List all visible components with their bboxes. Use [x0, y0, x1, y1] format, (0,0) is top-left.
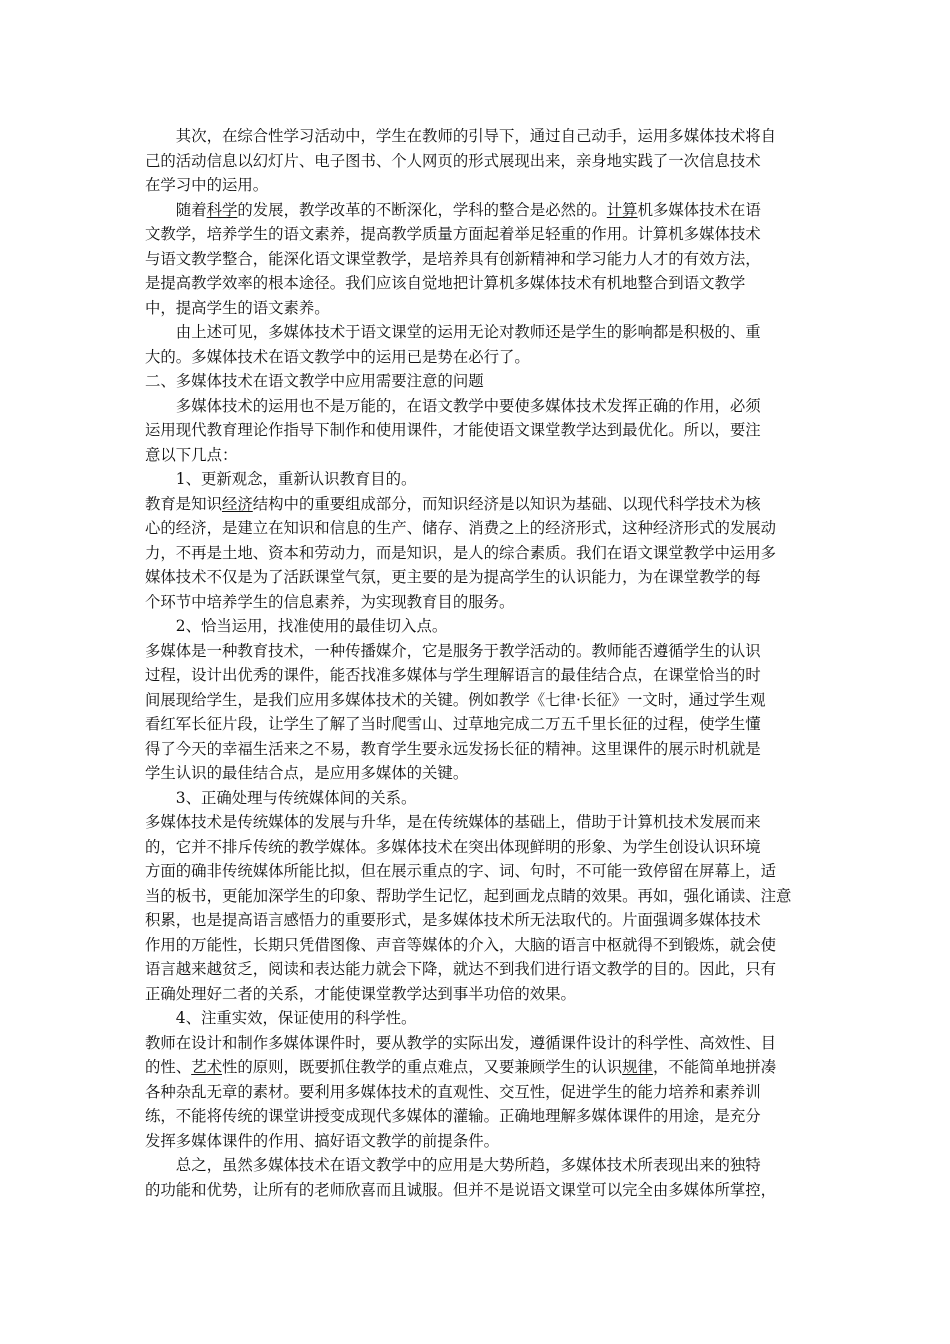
text-line [145, 565, 815, 590]
text-run: 练，不能将传统的课堂讲授变成现代多媒体的灌输。正确地理解多媒体课件的用途，是充分 [145, 1107, 761, 1125]
text-line [145, 124, 815, 149]
text-run: 性的原则，既要抓住教学的重点难点，又要兼顾学生的认识 [221, 1058, 623, 1076]
text-run: 的功能和优势，让所有的老师欣喜而且诚服。但并不是说语文课堂可以完全由多媒体所掌控， [145, 1180, 777, 1199]
text-run: 发挥多媒体课件的作用、搞好语文教学的前提条件。 [145, 1131, 499, 1150]
text-run: 语言越来越贫乏，阅读和表达能力就会下降，就达不到我们进行语文教学的目的。因此，只有 [145, 960, 777, 978]
text-run: 力，不再是土地、资本和劳动力，而是知识，是人的综合素质。我们在语文课堂教学中运用多 [145, 543, 777, 562]
text-run: 间展现给学生，是我们应用多媒体技术的关键。例如教学《七律·长征》一文时，通过学生观 [145, 690, 766, 709]
text-run: 教育是知识 [145, 494, 222, 513]
text-run: 大的。多媒体技术在语文教学中的运用已是势在必行了。 [145, 347, 530, 366]
text-line [145, 933, 815, 958]
text-line [145, 614, 815, 639]
text-run: 随着 [175, 200, 207, 219]
text-run: 2、恰当运用，找准使用的最佳切入点。 [175, 617, 448, 635]
text-run: 学生认识的最佳结合点，是应用多媒体的关键。 [145, 764, 469, 782]
text-line [145, 835, 815, 860]
text-run: 方面的确非传统媒体所能比拟，但在展示重点的字、词、句时，不可能一致停留在屏幕上，适 [145, 862, 777, 880]
text-run: 文教学，培养学生的语文素养，提高教学质量方面起着举足轻重的作用。计算机多媒体技术 [145, 225, 761, 243]
document-page [145, 124, 815, 1202]
text-run: 个环节中培养学生的信息素养，为实现教育目的服务。 [145, 592, 515, 611]
text-run: 与语文教学整合，能深化语文课堂教学，是培养具有创新精神和学习能力人才的有效方法， [145, 249, 761, 268]
text-line [145, 982, 815, 1007]
text-run: 看红军长征片段，让学生了解了当时爬雪山、过草地完成二万五千里长征的过程，使学生懂 [145, 715, 761, 733]
text-line [145, 467, 815, 492]
text-run: 4、注重实效，保证使用的科学性。 [175, 1009, 417, 1027]
text-line [145, 222, 815, 247]
text-run: ，不能简单地拼凑 [652, 1058, 777, 1076]
text-line [145, 761, 815, 786]
text-line [145, 247, 815, 272]
text-line [145, 810, 815, 835]
text-run: 作用的万能性，长期只凭借图像、声音等媒体的介入，大脑的语言中枢就得不到锻炼，就会使 [145, 935, 777, 954]
text-run: 由上述可见，多媒体技术于语文课堂的运用无论对教师还是学生的影响都是积极的、重 [175, 323, 761, 341]
hyperlink[interactable]: 科学 [206, 200, 238, 219]
text-line [145, 320, 815, 345]
text-run: 总之，虽然多媒体技术在语文教学中的应用是大势所趋，多媒体技术所表现出来的独特 [175, 1156, 761, 1174]
text-run: 得了今天的幸福生活来之不易，教育学生要永远发扬长征的精神。这里课件的展示时机就是 [145, 739, 761, 758]
hyperlink[interactable]: 计算 [606, 200, 638, 219]
text-run: 多媒体是一种教育技术，一种传播媒介，它是服务于教学活动的。教师能否遵循学生的认识 [145, 641, 761, 660]
text-line [145, 394, 815, 419]
text-line [145, 443, 815, 468]
text-line [145, 492, 815, 517]
text-run: 媒体技术不仅是为了活跃课堂气氛，更主要的是为提高学生的认识能力，为在课堂教学的每 [145, 568, 761, 586]
text-run: 中，提高学生的语文素养。 [145, 298, 330, 317]
text-line [145, 639, 815, 664]
text-line [145, 369, 815, 394]
text-run: 在学习中的运用。 [145, 176, 269, 194]
text-line [145, 712, 815, 737]
text-line [145, 516, 815, 541]
hyperlink[interactable]: 规律 [622, 1058, 653, 1076]
text-line [145, 786, 815, 811]
text-line [145, 688, 815, 713]
hyperlink[interactable]: 艺术 [191, 1058, 222, 1076]
text-run: 的发展，教学改革的不断深化，学科的整合是必然的。 [237, 200, 607, 219]
text-run: 多媒体技术的运用也不是万能的，在语文教学中要使多媒体技术发挥正确的作用，必须 [175, 396, 761, 415]
text-line [145, 1006, 815, 1031]
text-line [145, 1178, 815, 1203]
text-run: 其次，在综合性学习活动中，学生在教师的引导下，通过自己动手，运用多媒体技术将自 [175, 127, 777, 145]
text-run: 1、更新观念，重新认识教育目的。 [175, 470, 417, 488]
text-line [145, 737, 815, 762]
text-line [145, 908, 815, 933]
text-run: 积累，也是提高语言感悟力的重要形式，是多媒体技术所无法取代的。片面强调多媒体技术 [145, 911, 761, 929]
text-line [145, 1104, 815, 1129]
text-line [145, 1080, 815, 1105]
text-run: 多媒体技术是传统媒体的发展与升华，是在传统媒体的基础上，借助于计算机技术发展而来 [145, 813, 761, 831]
text-line [145, 1153, 815, 1178]
text-line [145, 957, 815, 982]
text-line [145, 884, 815, 909]
text-line [145, 663, 815, 688]
text-run: 过程，设计出优秀的课件，能否找准多媒体与学生理解语言的最佳结合点，在课堂恰当的时 [145, 666, 761, 684]
text-run: 结构中的重要组成部分，而知识经济是以知识为基础、以现代科学技术为核 [252, 494, 761, 513]
text-line [145, 1031, 815, 1056]
text-line [145, 345, 815, 370]
text-run: 当的板书，更能加深学生的印象、帮助学生记忆，起到画龙点睛的效果。再如，强化诵读、注意 [145, 886, 792, 905]
hyperlink[interactable]: 经济 [221, 494, 253, 513]
text-run: 教师在设计和制作多媒体课件时，要从教学的实际出发，遵循课件设计的科学性、高效性、目 [145, 1033, 777, 1052]
text-run: 心的经济，是建立在知识和信息的生产、储存、消费之上的经济形式，这种经济形式的发展动 [145, 519, 777, 537]
text-line [145, 859, 815, 884]
text-run: 3、正确处理与传统媒体间的关系。 [175, 788, 417, 807]
text-line [145, 198, 815, 223]
text-line [145, 173, 815, 198]
text-run: 正确处理好二者的关系，才能使课堂教学达到事半功倍的效果。 [145, 984, 576, 1003]
text-line [145, 541, 815, 566]
text-run: 运用现代教育理论作指导下制作和使用课件，才能使语文课堂教学达到最优化。所以，要注 [145, 421, 761, 439]
text-line [145, 1129, 815, 1154]
text-line [145, 1055, 815, 1080]
text-line [145, 296, 815, 321]
text-line [145, 271, 815, 296]
text-run: 是提高教学效率的根本途径。我们应该自觉地把计算机多媒体技术有机地整合到语文教学 [145, 274, 746, 292]
text-line [145, 418, 815, 443]
text-run: 意以下几点： [145, 445, 238, 464]
text-run: 的，它并不排斥传统的教学媒体。多媒体技术在突出体现鲜明的形象、为学生创设认识环境 [145, 837, 761, 856]
text-run: 的性、 [145, 1058, 192, 1076]
text-run: 机多媒体技术在语 [637, 200, 761, 219]
text-run: 各种杂乱无章的素材。要利用多媒体技术的直观性、交互性，促进学生的能力培养和素养训 [145, 1082, 761, 1101]
text-line [145, 590, 815, 615]
text-line [145, 149, 815, 174]
text-run: 二、多媒体技术在语文教学中应用需要注意的问题 [145, 372, 484, 390]
text-run: 己的活动信息以幻灯片、电子图书、个人网页的形式展现出来，亲身地实践了一次信息技术 [145, 151, 761, 170]
